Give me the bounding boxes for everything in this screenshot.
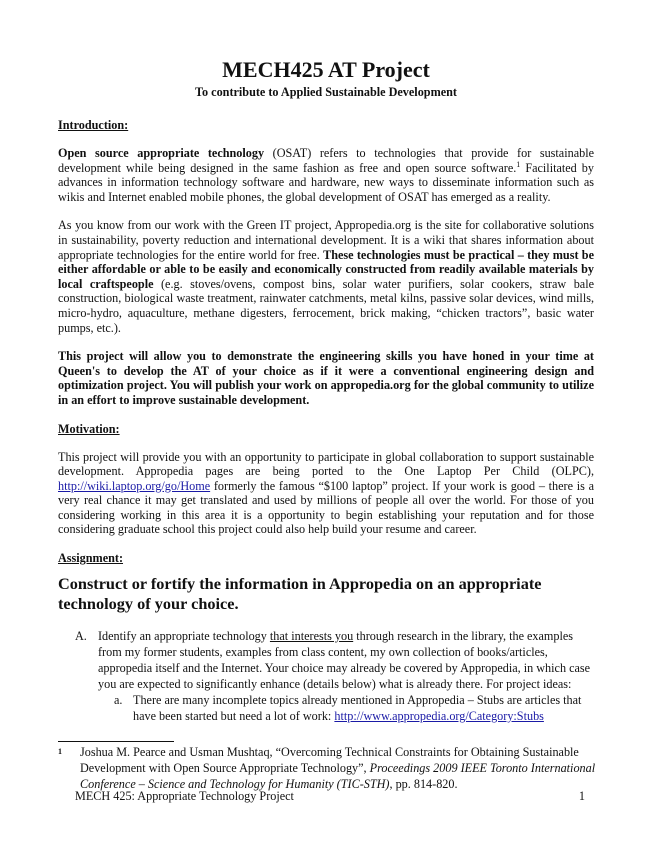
olpc-link[interactable]: http://wiki.laptop.org/go/Home (58, 478, 211, 493)
footnote-marker: 1 (58, 747, 62, 756)
page-number: 1 (578, 789, 585, 803)
page-footer (75, 788, 585, 804)
document-page (58, 0, 594, 724)
stubs-link[interactable]: http://www.appropedia.org/Category:Stubs (334, 709, 544, 724)
assignment-heading: Assignment: (58, 551, 124, 566)
assignment-statement: Construct or fortify the information in Appropedia on an appropriate technology of your choice. (58, 574, 542, 614)
footnote-ref[interactable]: 1 (516, 159, 521, 169)
intro-paragraph-1: Open source appropriate technology (OSAT) refers to technologies that provide for sustainable development while being designed in the same fashion as free and open source software.$^1$ Facilitated by advances in information technology software and hardware, new ways to disseminate information such as wikis and Internet enabled mobile phones, the global development of OSAT has emerged as a reality. (58, 146, 594, 204)
introduction-heading: Introduction: (58, 118, 129, 132)
footnote: 1 Joshua M. Pearce and Usman Mushtaq, “Overcoming Technical Constraints for Obtaining Sustainable Development with Open Source Appropriate Technology”, Proceedings 2009 IEEE Toronto International Conference – Science and Technology for Humanity (TIC-STH), pp. 814-820. (58, 745, 596, 791)
page-subtitle: To contribute to Applied Sustainable Development (195, 85, 457, 99)
motivation-paragraph: This project will provide you with an opportunity to participate in global collaboration to support sustainable development. Appropedia pages are being ported to the One Laptop Per Child (OLPC), http://wiki.laptop.org/go/Home formerly the famous “$100 laptop” project. If your work is good – there is a very real chance it may get translated and used by millions of people all over the world. For those of you considering working in this area it is a opportunity to begin establishing your reputation and for those considering graduate school this project could also help build your resume and career. (58, 449, 594, 537)
list-item-a-upper: A. Identify an appropriate technology that interests you through research in the library, the examples from my former students, examples from class content, my own collection of books/articles, appropedia itself and the Internet. Your choice may already be covered by Appropedia, in which case you are expected to significantly enhance (details below) what is already there. For project ideas: (75, 629, 591, 692)
footer-title: MECH 425: Appropriate Technology Project (75, 789, 294, 803)
page-title: MECH425 AT Project (222, 57, 430, 82)
motivation-heading: Motivation: (58, 421, 120, 436)
list-marker: a. (114, 693, 123, 708)
intro-paragraph-2: As you know from our work with the Green IT project, Appropedia.org is the site for collaborative solutions in sustainability, poverty reduction and international development. It is a wiki that shares information about appropriate technologies for the entire world for free. These technologies must be practical – they must be either affordable or able to be easily and economically constructed from readily available materials by local craftspeople (e.g. stoves/ovens, compost bins, solar water purifiers, solar cookers, straw bale construction, biological waste treatment, rainwater catchments, metal kilns, passive solar devices, wind mills, micro-hydro, aquaculture, methane digesters, ferrocement, brick making, “chicken tractors”, basic water pumps, etc.). (58, 218, 594, 335)
footnote-divider (58, 741, 174, 742)
list-item-a-lower: a. There are many incomplete topics already mentioned in Appropedia – Stubs are articles that have been started but need a lot of work: http://www.appropedia.org/Category:Stubs (114, 693, 582, 724)
intro-paragraph-3: This project will allow you to demonstrate the engineering skills you have honed in your time at Queen's to develop the AT of your choice as if it were a conventional engineering design and optimization project. You will publish your work on appropedia.org for the global community to utilize in an effort to improve sustainable development. (58, 349, 594, 407)
list-marker: A. (75, 629, 87, 644)
